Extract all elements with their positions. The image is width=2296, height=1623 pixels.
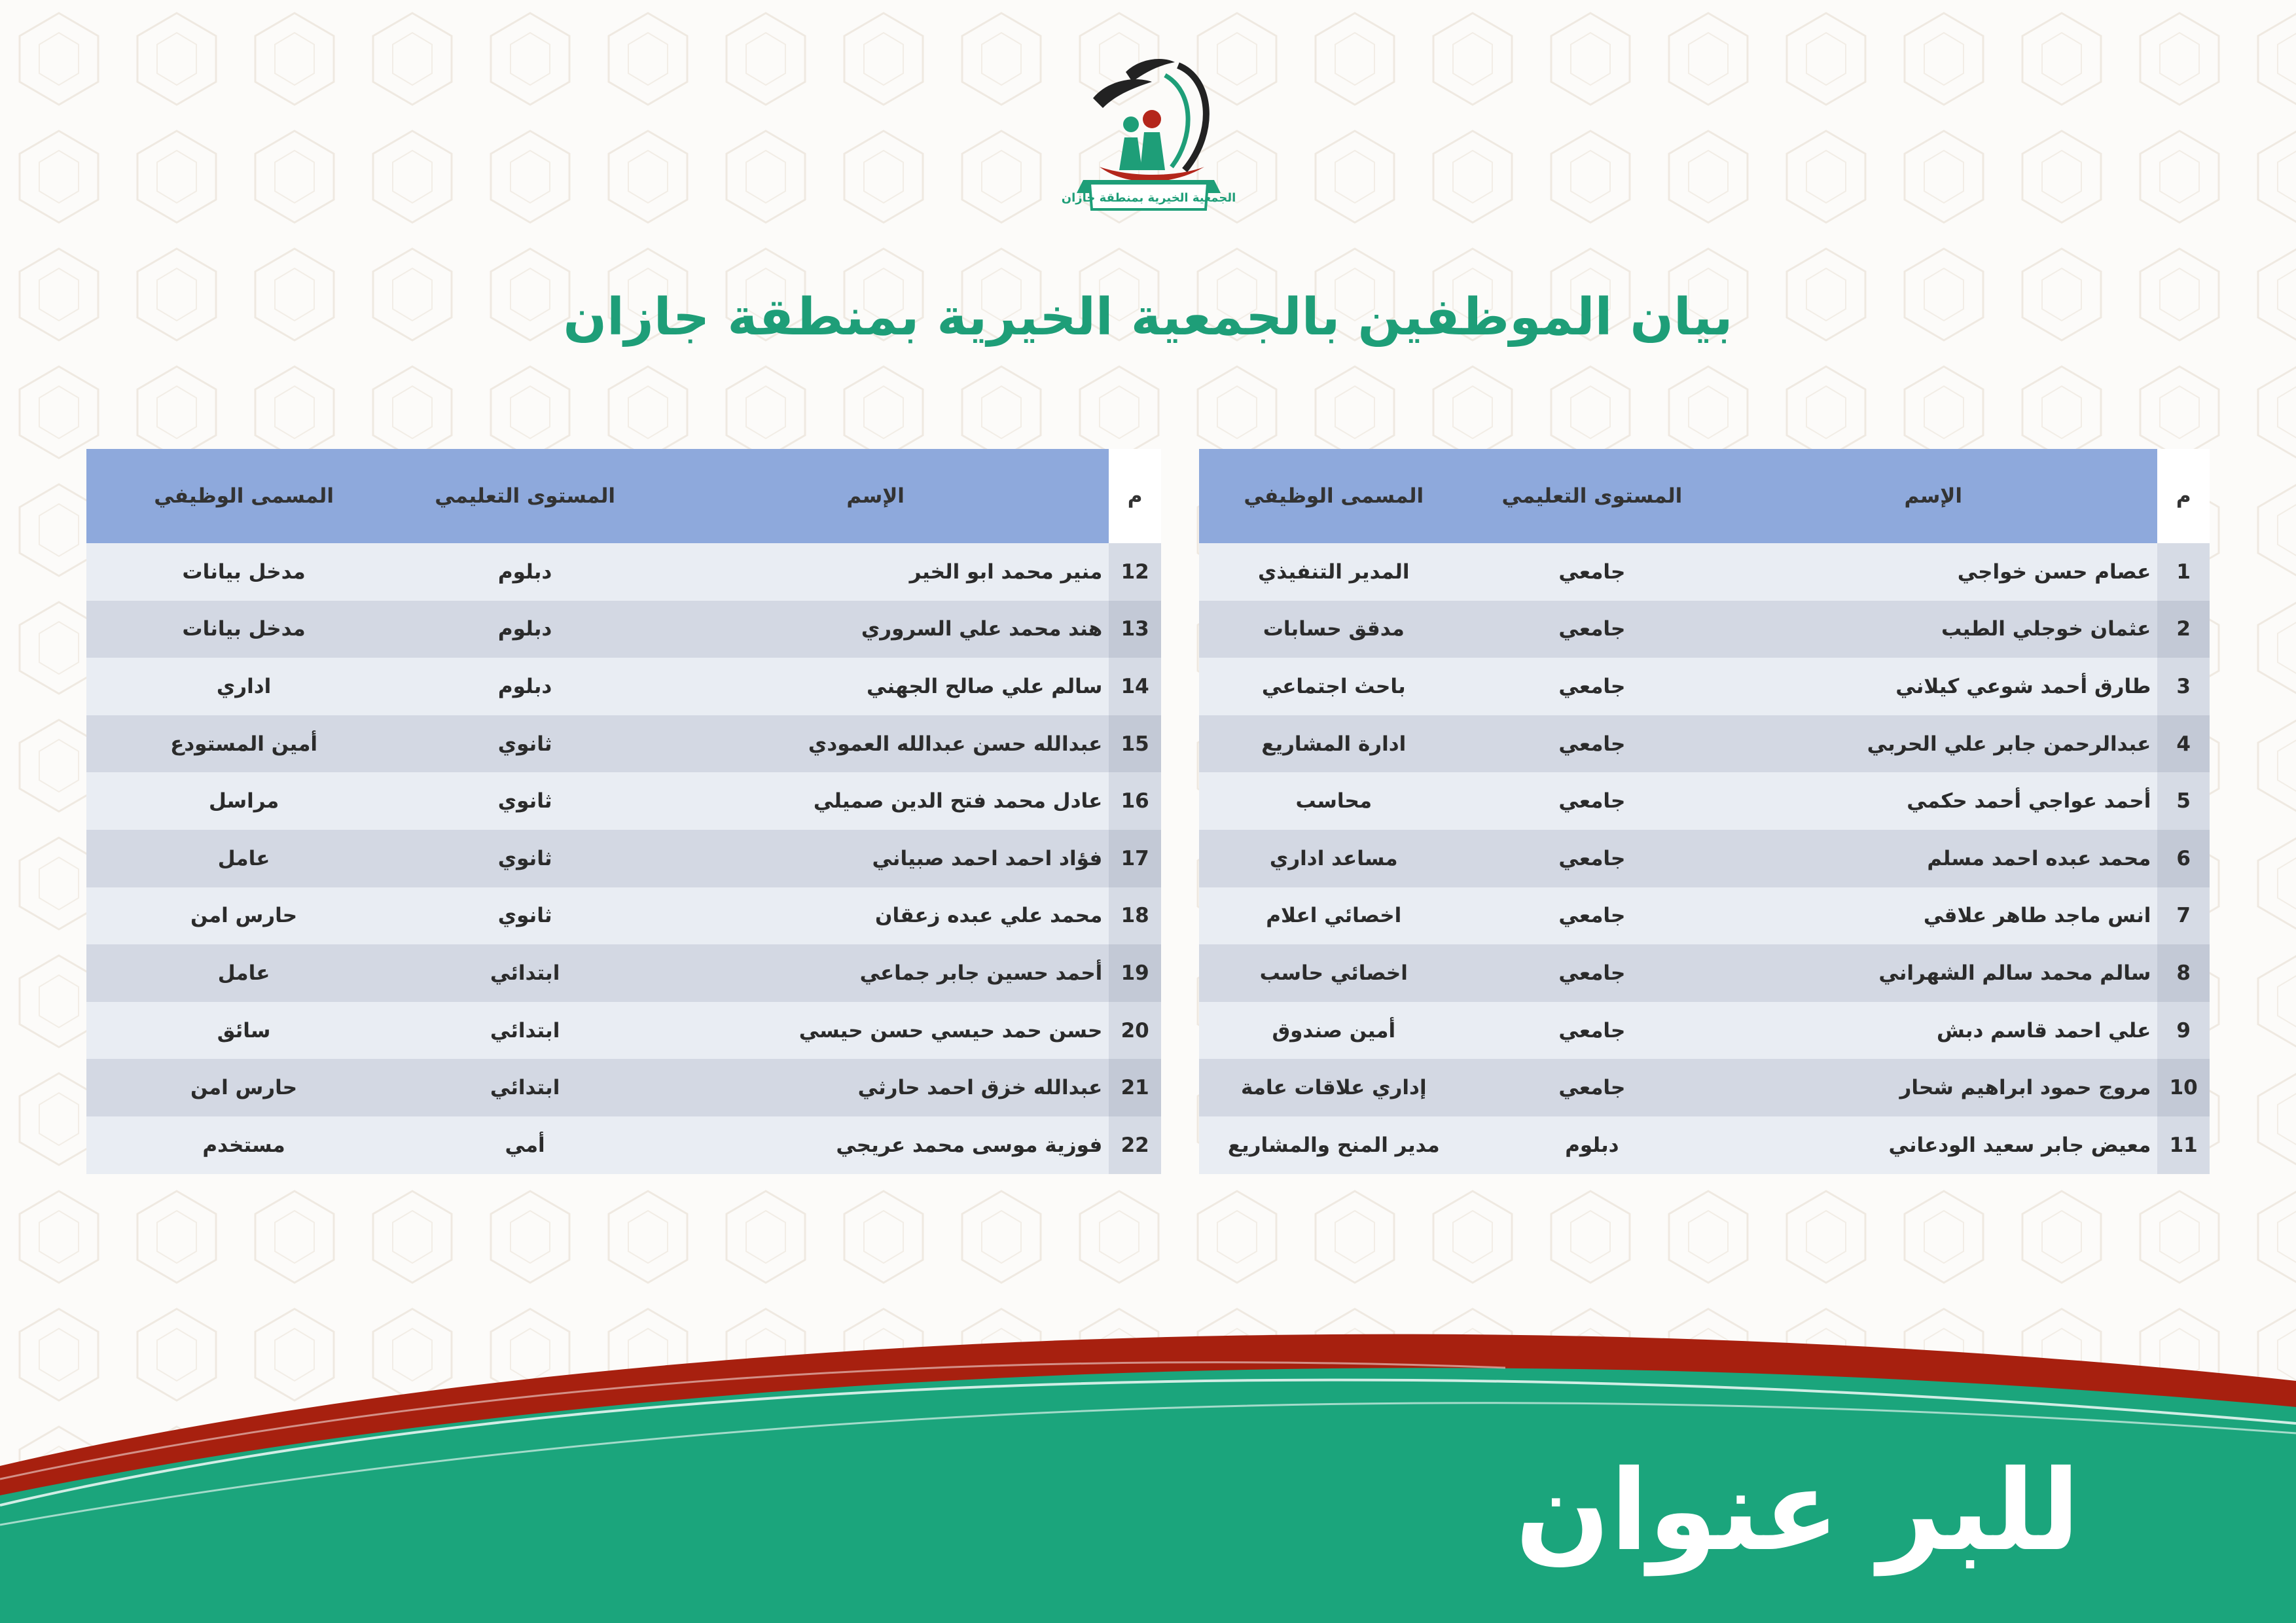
job-title: مدخل بيانات bbox=[86, 601, 401, 658]
education-level: ابتدائي bbox=[401, 944, 649, 1002]
employee-name: أحمد عواجي أحمد حكمي bbox=[1715, 772, 2157, 830]
education-level: جامعي bbox=[1469, 887, 1716, 945]
employee-name: محمد عبده احمد مسلم bbox=[1715, 830, 2157, 887]
row-number: 18 bbox=[1109, 887, 1161, 945]
table-row bbox=[86, 658, 1161, 715]
education-level: دبلوم bbox=[401, 543, 649, 601]
job-title: عامل bbox=[86, 830, 401, 887]
education-level: جامعي bbox=[1469, 658, 1716, 715]
row-number: 7 bbox=[2157, 887, 2210, 945]
column-header-education: المستوى التعليمي bbox=[401, 449, 649, 543]
education-level: ثانوي bbox=[401, 887, 649, 945]
job-title: حارس امن bbox=[86, 887, 401, 945]
association-logo bbox=[1054, 52, 1244, 223]
education-level: جامعي bbox=[1469, 772, 1716, 830]
row-number: 14 bbox=[1109, 658, 1161, 715]
footer-slogan: للبر عنوان bbox=[1515, 1446, 2080, 1576]
employee-name: فوزية موسى محمد عريجي bbox=[649, 1116, 1109, 1174]
employee-name: عادل محمد فتح الدين صميلي bbox=[649, 772, 1109, 830]
employee-name: علي احمد قاسم دبش bbox=[1715, 1002, 2157, 1060]
job-title: مساعد اداري bbox=[1199, 830, 1469, 887]
table-row bbox=[1199, 543, 2210, 601]
education-level: جامعي bbox=[1469, 830, 1716, 887]
employee-name: حسن حمد حيسي حسن حيسي bbox=[649, 1002, 1109, 1060]
column-header-name: الإسم bbox=[649, 449, 1109, 543]
employee-table-left bbox=[86, 449, 1161, 1174]
row-number: 1 bbox=[2157, 543, 2210, 601]
row-number: 2 bbox=[2157, 601, 2210, 658]
row-number: 6 bbox=[2157, 830, 2210, 887]
job-title: إداري علاقات عامة bbox=[1199, 1059, 1469, 1116]
employee-name: هند محمد علي السروري bbox=[649, 601, 1109, 658]
job-title: اخصائي حاسب bbox=[1199, 944, 1469, 1002]
table-row bbox=[1199, 1002, 2210, 1060]
job-title: المدير التنفيذي bbox=[1199, 543, 1469, 601]
row-number: 16 bbox=[1109, 772, 1161, 830]
job-title: محاسب bbox=[1199, 772, 1469, 830]
table-row bbox=[86, 1116, 1161, 1174]
education-level: جامعي bbox=[1469, 601, 1716, 658]
job-title: باحث اجتماعي bbox=[1199, 658, 1469, 715]
employee-table-right bbox=[1199, 449, 2210, 1174]
education-level: ابتدائي bbox=[401, 1002, 649, 1060]
column-header-name: الإسم bbox=[1715, 449, 2157, 543]
table-row bbox=[86, 1059, 1161, 1116]
employee-name: مروج حمود ابراهيم شحار bbox=[1715, 1059, 2157, 1116]
employee-name: معيض جابر سعيد الودعاني bbox=[1715, 1116, 2157, 1174]
table-row bbox=[1199, 601, 2210, 658]
row-number: 10 bbox=[2157, 1059, 2210, 1116]
employee-name: عبدالله خزق احمد حارثي bbox=[649, 1059, 1109, 1116]
education-level: ثانوي bbox=[401, 772, 649, 830]
employee-name: سالم محمد سالم الشهراني bbox=[1715, 944, 2157, 1002]
table-row bbox=[1199, 887, 2210, 945]
job-title: اخصائي اعلام bbox=[1199, 887, 1469, 945]
education-level: أمي bbox=[401, 1116, 649, 1174]
employee-name: عبدالله حسن عبدالله العمودي bbox=[649, 715, 1109, 773]
education-level: جامعي bbox=[1469, 1059, 1716, 1116]
employee-name: عصام حسن خواجي bbox=[1715, 543, 2157, 601]
table-row bbox=[1199, 715, 2210, 773]
employee-name: انس ماجد طاهر علاقي bbox=[1715, 887, 2157, 945]
employee-name: عثمان خوجلي الطيب bbox=[1715, 601, 2157, 658]
row-number: 5 bbox=[2157, 772, 2210, 830]
job-title: حارس امن bbox=[86, 1059, 401, 1116]
table-row bbox=[1199, 830, 2210, 887]
row-number: 15 bbox=[1109, 715, 1161, 773]
education-level: دبلوم bbox=[1469, 1116, 1716, 1174]
education-level: ثانوي bbox=[401, 830, 649, 887]
table-row bbox=[86, 1002, 1161, 1060]
employee-name: فؤاد احمد احمد صبياني bbox=[649, 830, 1109, 887]
logo-caption: الجمعية الخيرية بمنطقة جازان bbox=[1061, 191, 1236, 205]
education-level: جامعي bbox=[1469, 543, 1716, 601]
job-title: أمين صندوق bbox=[1199, 1002, 1469, 1060]
job-title: مراسل bbox=[86, 772, 401, 830]
job-title: سائق bbox=[86, 1002, 401, 1060]
row-number: 9 bbox=[2157, 1002, 2210, 1060]
job-title: أمين المستودع bbox=[86, 715, 401, 773]
education-level: ابتدائي bbox=[401, 1059, 649, 1116]
table-row bbox=[86, 543, 1161, 601]
job-title: مدير المنح والمشاريع bbox=[1199, 1116, 1469, 1174]
table-row bbox=[1199, 772, 2210, 830]
job-title: مدقق حسابات bbox=[1199, 601, 1469, 658]
employee-name: عبدالرحمن جابر علي الحربي bbox=[1715, 715, 2157, 773]
table-row bbox=[86, 887, 1161, 945]
row-number: 19 bbox=[1109, 944, 1161, 1002]
table-row bbox=[86, 601, 1161, 658]
table-row bbox=[1199, 1116, 2210, 1174]
education-level: ثانوي bbox=[401, 715, 649, 773]
column-header-number: م bbox=[2157, 449, 2210, 543]
row-number: 22 bbox=[1109, 1116, 1161, 1174]
table-row bbox=[1199, 658, 2210, 715]
employee-name: سالم علي صالح الجهني bbox=[649, 658, 1109, 715]
column-header-job-title: المسمى الوظيفي bbox=[1199, 449, 1469, 543]
table-header-row bbox=[86, 449, 1161, 543]
row-number: 13 bbox=[1109, 601, 1161, 658]
employee-name: منير محمد ابو الخير bbox=[649, 543, 1109, 601]
job-title: عامل bbox=[86, 944, 401, 1002]
row-number: 4 bbox=[2157, 715, 2210, 773]
table-row bbox=[86, 715, 1161, 773]
table-row bbox=[86, 772, 1161, 830]
table-row bbox=[86, 944, 1161, 1002]
column-header-education: المستوى التعليمي bbox=[1469, 449, 1716, 543]
job-title: ادارة المشاريع bbox=[1199, 715, 1469, 773]
education-level: جامعي bbox=[1469, 944, 1716, 1002]
job-title: اداري bbox=[86, 658, 401, 715]
education-level: دبلوم bbox=[401, 601, 649, 658]
table-header-row bbox=[1199, 449, 2210, 543]
education-level: جامعي bbox=[1469, 715, 1716, 773]
row-number: 21 bbox=[1109, 1059, 1161, 1116]
row-number: 3 bbox=[2157, 658, 2210, 715]
education-level: جامعي bbox=[1469, 1002, 1716, 1060]
job-title: مدخل بيانات bbox=[86, 543, 401, 601]
row-number: 8 bbox=[2157, 944, 2210, 1002]
row-number: 11 bbox=[2157, 1116, 2210, 1174]
column-header-job-title: المسمى الوظيفي bbox=[86, 449, 401, 543]
employee-name: طارق أحمد شوعي كيلاني bbox=[1715, 658, 2157, 715]
row-number: 12 bbox=[1109, 543, 1161, 601]
employee-name: محمد علي عبده زعقان bbox=[649, 887, 1109, 945]
job-title: مستخدم bbox=[86, 1116, 401, 1174]
table-row bbox=[86, 830, 1161, 887]
table-row bbox=[1199, 944, 2210, 1002]
education-level: دبلوم bbox=[401, 658, 649, 715]
row-number: 20 bbox=[1109, 1002, 1161, 1060]
employee-name: أحمد حسين جابر جماعي bbox=[649, 944, 1109, 1002]
table-row bbox=[1199, 1059, 2210, 1116]
column-header-number: م bbox=[1109, 449, 1161, 543]
page-title: بيان الموظفين بالجمعية الخيرية بمنطقة جازان bbox=[563, 288, 1733, 347]
row-number: 17 bbox=[1109, 830, 1161, 887]
